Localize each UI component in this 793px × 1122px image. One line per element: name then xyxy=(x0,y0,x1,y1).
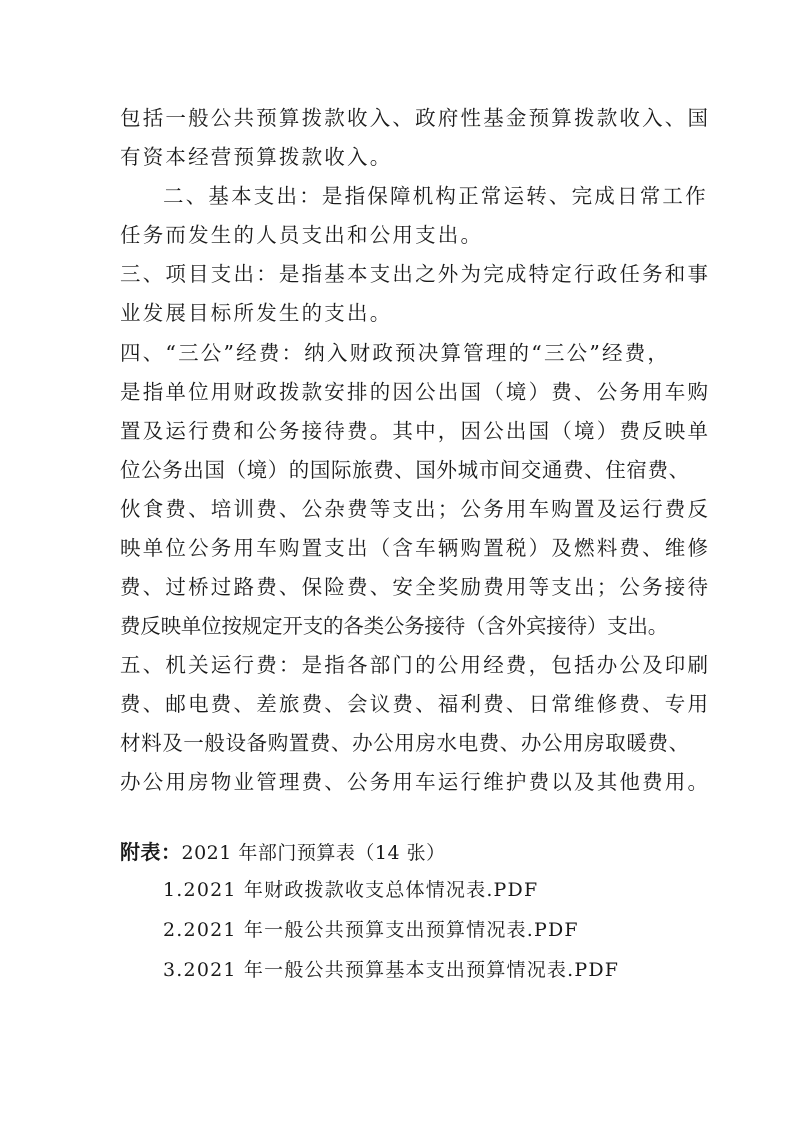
paragraph-line: 费、过桥过路费、保险费、安全奖励费用等支出；公务接待 xyxy=(120,575,711,599)
paragraph-line: 任务而发生的人员支出和公用支出。 xyxy=(120,223,484,247)
paragraph-line: 二、基本支出：是指保障机构正常运转、完成日常工作 xyxy=(163,184,708,208)
paragraph-line: 费反映单位按规定开支的各类公务接待（含外宾接待）支出。 xyxy=(120,614,669,638)
appendix-label: 附表： xyxy=(120,840,182,864)
paragraph-line: 有资本经营预算拨款收入。 xyxy=(120,145,393,169)
paragraph-line: 材料及一般设备购置费、办公用房水电费、办公用房取暖费、 xyxy=(120,731,690,755)
paragraph-line: 五、机关运行费：是指各部门的公用经费，包括办公及印刷 xyxy=(120,653,711,677)
paragraph-line: 业发展目标所发生的支出。 xyxy=(120,301,393,325)
paragraph-line: 费、邮电费、差旅费、会议费、福利费、日常维修费、专用 xyxy=(120,692,711,716)
paragraph-line: 包括一般公共预算拨款收入、政府性基金预算拨款收入、国 xyxy=(120,106,711,130)
appendix-title: 2021 年部门预算表（14 张） xyxy=(181,842,446,864)
paragraph-line: 是指单位用财政拨款安排的因公出国（境）费、公务用车购 xyxy=(120,380,711,404)
paragraph-line: 办公用房物业管理费、公务用车运行维护费以及其他费用。 xyxy=(120,770,711,794)
appendix-item-link[interactable]: 3.2021 年一般公共预算基本支出预算情况表.PDF xyxy=(163,959,620,981)
paragraph-line: 伙食费、培训费、公杂费等支出；公务用车购置及运行费反 xyxy=(120,497,711,521)
appendix-item-link[interactable]: 2.2021 年一般公共预算支出预算情况表.PDF xyxy=(163,919,579,941)
paragraph-line: 置及运行费和公务接待费。其中，因公出国（境）费反映单 xyxy=(120,419,711,443)
appendix-item-link[interactable]: 1.2021 年财政拨款收支总体情况表.PDF xyxy=(163,879,539,901)
paragraph-line: 位公务出国（境）的国际旅费、国外城市间交通费、住宿费、 xyxy=(120,458,690,482)
paragraph-line: 四、“三公”经费：纳入财政预决算管理的“三公”经费， xyxy=(120,341,671,365)
paragraph-line: 映单位公务用车购置支出（含车辆购置税）及燃料费、维修 xyxy=(120,536,711,560)
appendix-heading xyxy=(120,838,446,867)
paragraph-line: 三、项目支出：是指基本支出之外为完成特定行政任务和事 xyxy=(120,262,711,286)
